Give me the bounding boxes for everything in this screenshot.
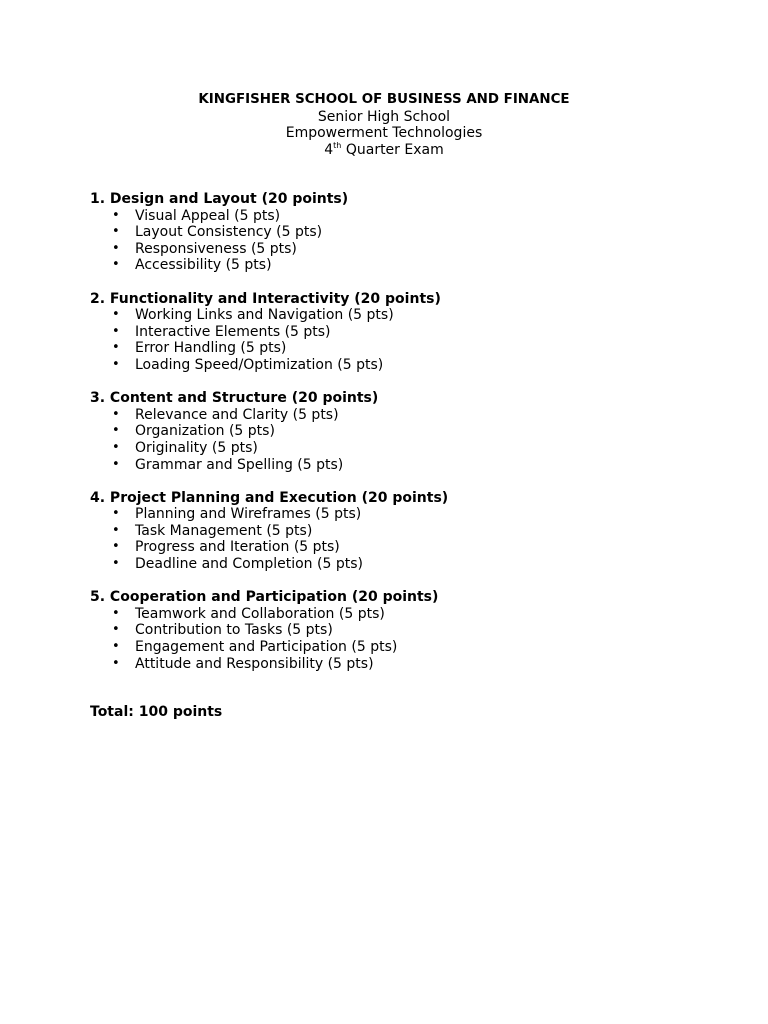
exam-label: Quarter Exam xyxy=(341,141,444,158)
criteria-item xyxy=(90,457,710,474)
criteria-item xyxy=(90,440,710,457)
criteria-list xyxy=(90,606,710,672)
criteria-item xyxy=(90,639,710,656)
bullet-icon: • xyxy=(112,224,120,240)
school-name: KINGFISHER SCHOOL OF BUSINESS AND FINANCE xyxy=(198,92,570,107)
criteria-label: Responsiveness (5 pts) xyxy=(135,240,297,257)
criteria-item xyxy=(90,539,710,556)
rubric-content xyxy=(90,191,710,689)
exam-title xyxy=(0,142,768,159)
criteria-label: Visual Appeal (5 pts) xyxy=(135,207,281,224)
bullet-icon: • xyxy=(112,556,120,572)
criteria-list xyxy=(90,407,710,473)
criteria-item xyxy=(90,241,710,258)
criteria-label: Working Links and Navigation (5 pts) xyxy=(135,307,394,324)
bullet-icon: • xyxy=(112,506,120,522)
bullet-icon: • xyxy=(112,605,120,621)
criteria-label: Engagement and Participation (5 pts) xyxy=(135,639,398,656)
criteria-item xyxy=(90,340,710,357)
section-title: 4. Project Planning and Execution (20 points) xyxy=(90,489,449,506)
rubric-section xyxy=(90,191,710,274)
rubric-section xyxy=(90,390,710,473)
bullet-icon: • xyxy=(112,655,120,671)
bullet-icon: • xyxy=(112,423,120,439)
bullet-icon: • xyxy=(112,340,120,356)
criteria-list xyxy=(90,307,710,373)
bullet-icon: • xyxy=(112,539,120,555)
exam-ordinal-suffix: th xyxy=(333,140,342,150)
total-points: Total: 100 points xyxy=(90,704,223,720)
criteria-item xyxy=(90,423,710,440)
criteria-item xyxy=(90,324,710,341)
rubric-section xyxy=(90,589,710,672)
criteria-label: Task Management (5 pts) xyxy=(135,522,313,539)
criteria-label: Layout Consistency (5 pts) xyxy=(135,224,323,241)
criteria-label: Teamwork and Collaboration (5 pts) xyxy=(135,605,385,622)
bullet-icon: • xyxy=(112,639,120,655)
criteria-item xyxy=(90,523,710,540)
section-title: 1. Design and Layout (20 points) xyxy=(90,191,349,207)
criteria-item xyxy=(90,257,710,274)
criteria-item xyxy=(90,556,710,573)
subject-title: Empowerment Technologies xyxy=(285,125,483,142)
section-title: 5. Cooperation and Participation (20 points) xyxy=(90,589,439,606)
criteria-item xyxy=(90,656,710,673)
criteria-label: Accessibility (5 pts) xyxy=(135,257,272,274)
bullet-icon: • xyxy=(112,307,120,323)
criteria-label: Relevance and Clarity (5 pts) xyxy=(135,406,339,423)
criteria-item xyxy=(90,606,710,623)
criteria-item xyxy=(90,622,710,639)
criteria-item xyxy=(90,224,710,241)
criteria-label: Interactive Elements (5 pts) xyxy=(135,323,331,340)
bullet-icon: • xyxy=(112,356,120,372)
document-header xyxy=(0,92,768,158)
rubric-section xyxy=(90,291,710,374)
criteria-item xyxy=(90,208,710,225)
criteria-item xyxy=(90,307,710,324)
criteria-label: Contribution to Tasks (5 pts) xyxy=(135,622,333,639)
criteria-label: Grammar and Spelling (5 pts) xyxy=(135,456,344,473)
bullet-icon: • xyxy=(112,456,120,472)
criteria-list xyxy=(90,506,710,572)
bullet-icon: • xyxy=(112,257,120,273)
rubric-section xyxy=(90,490,710,573)
bullet-icon: • xyxy=(112,622,120,638)
criteria-item xyxy=(90,506,710,523)
bullet-icon: • xyxy=(112,240,120,256)
criteria-label: Planning and Wireframes (5 pts) xyxy=(135,506,362,523)
bullet-icon: • xyxy=(112,439,120,455)
criteria-label: Loading Speed/Optimization (5 pts) xyxy=(135,356,384,373)
criteria-label: Organization (5 pts) xyxy=(135,423,275,440)
criteria-label: Attitude and Responsibility (5 pts) xyxy=(135,655,374,672)
bullet-icon: • xyxy=(112,406,120,422)
section-title: 2. Functionality and Interactivity (20 points) xyxy=(90,290,441,307)
criteria-item xyxy=(90,407,710,424)
criteria-label: Deadline and Completion (5 pts) xyxy=(135,556,363,573)
criteria-label: Error Handling (5 pts) xyxy=(135,340,287,357)
bullet-icon: • xyxy=(112,522,120,538)
exam-number: 4 xyxy=(324,141,334,158)
section-title: 3. Content and Structure (20 points) xyxy=(90,390,379,407)
school-level: Senior High School xyxy=(317,108,451,125)
criteria-label: Originality (5 pts) xyxy=(135,439,258,456)
criteria-item xyxy=(90,357,710,374)
criteria-list xyxy=(90,208,710,274)
bullet-icon: • xyxy=(112,207,120,223)
criteria-label: Progress and Iteration (5 pts) xyxy=(135,539,340,556)
bullet-icon: • xyxy=(112,323,120,339)
